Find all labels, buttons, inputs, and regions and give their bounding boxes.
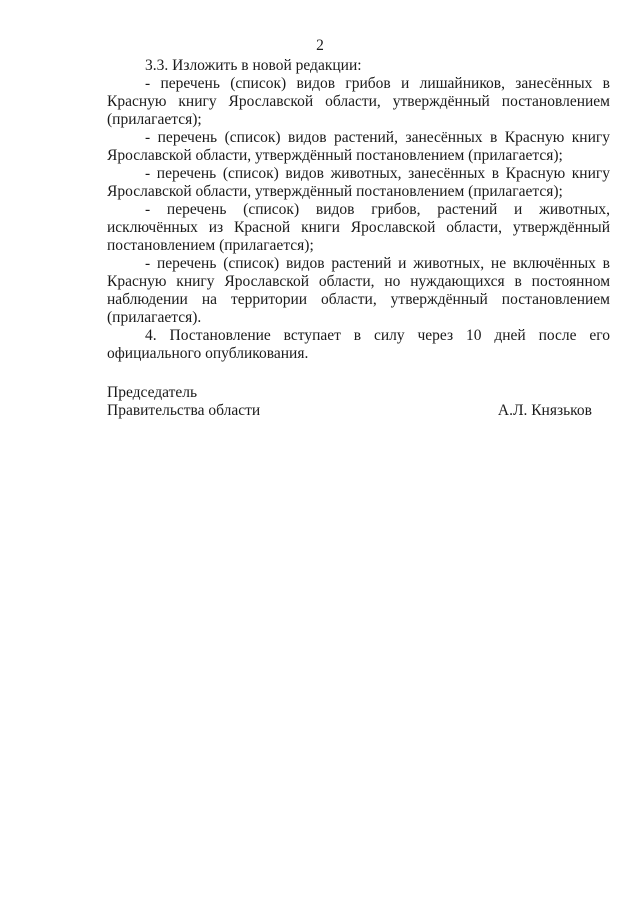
signatory-title-line-1: Председатель [107,384,198,401]
page-number: 2 [316,37,324,54]
paragraph-3-3: 3.3. Изложить в новой редакции: [145,57,362,74]
signatory-title-line-2: Правительства области [107,402,261,419]
signature-line [107,402,592,420]
list-item-animals: - перечень (список) видов животных, занесённых в Красную книгу Ярославской области, утверждённый постановлением (прилагается); [107,165,610,200]
paragraph-4: 4. Постановление вступает в силу через 10 дней после его официального опубликования. [107,327,610,362]
signature-block [107,384,592,420]
list-item-monitored-species: - перечень (список) видов растений и животных, не включённых в Красную книгу Ярославской области, но нуждающихся в постоянном наблюдении на территории области, утверждённый постановлением (прилагается). [107,255,610,326]
list-item-fungi-lichens: - перечень (список) видов грибов и лишайников, занесённых в Красную книгу Ярославской области, утверждённый постановлением (прилагается); [107,75,610,128]
document-body [107,57,610,363]
list-item-excluded-species: - перечень (список) видов грибов, растений и животных, исключённых из Красной книги Ярославской области, утверждённый постановлением (прилагается); [107,201,610,254]
signatory-name: А.Л. Князьков [497,402,592,419]
list-item-plants: - перечень (список) видов растений, занесённых в Красную книгу Ярославской области, утверждённый постановлением (прилагается); [107,129,610,164]
